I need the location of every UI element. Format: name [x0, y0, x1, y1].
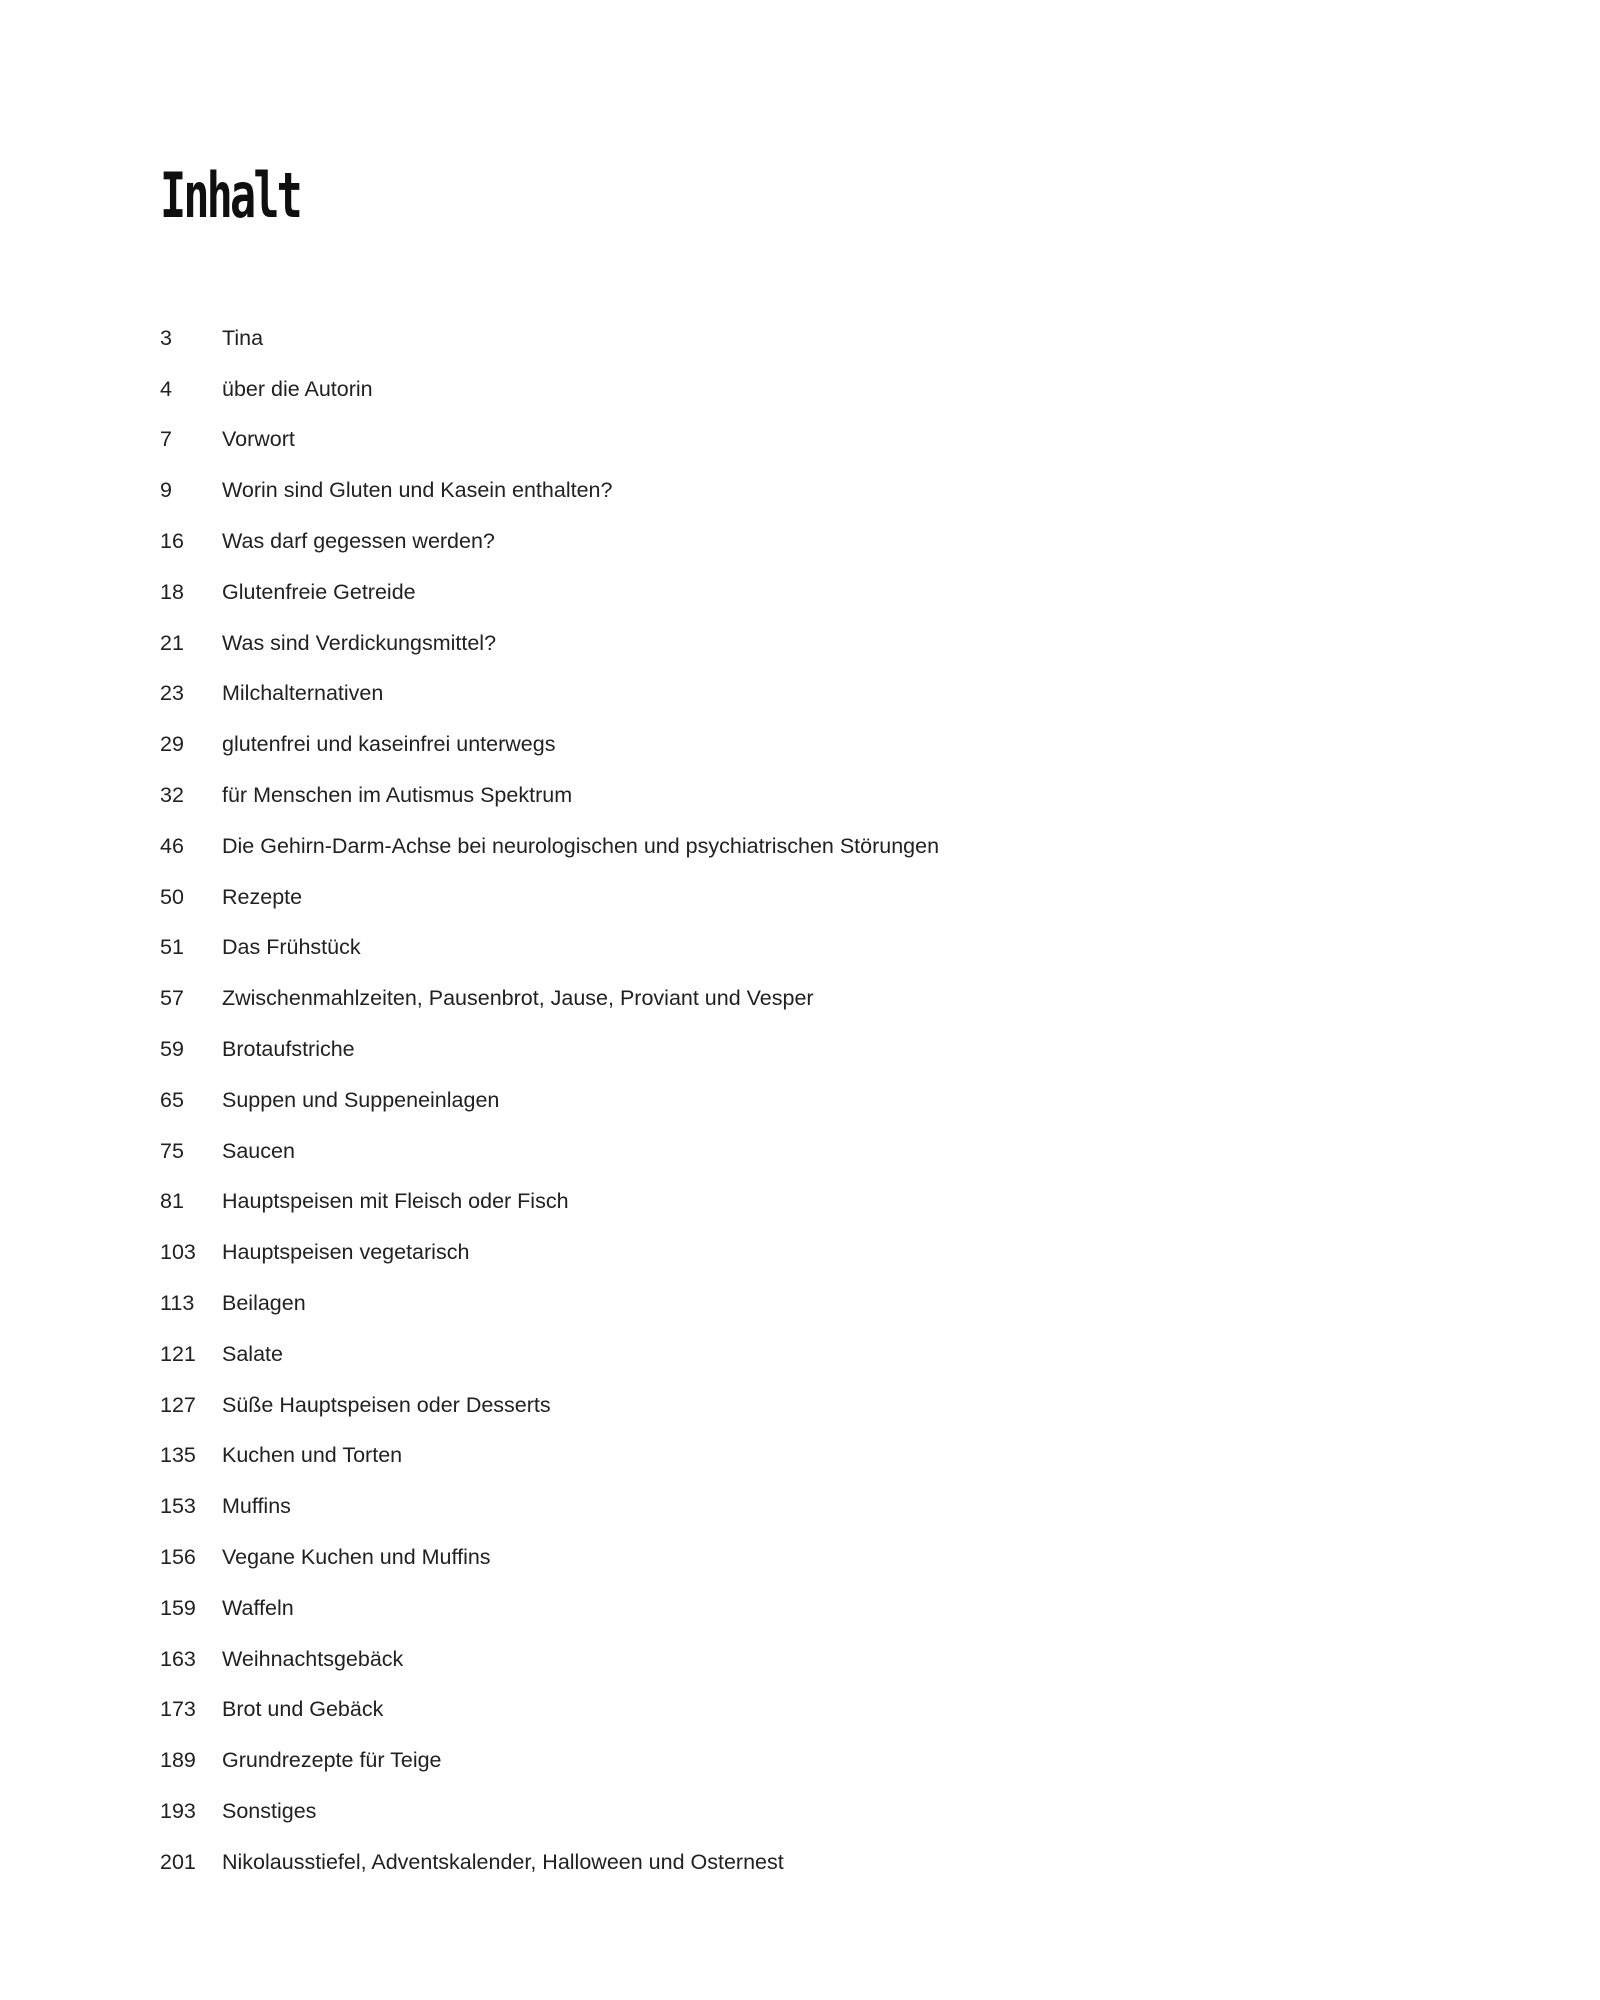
toc-row [160, 669, 939, 720]
toc-page-number: 29 [160, 732, 184, 757]
toc-row [160, 1481, 939, 1532]
toc-row [160, 1837, 939, 1888]
toc-page-number: 121 [160, 1341, 196, 1366]
toc-row [160, 567, 939, 618]
toc-page-number: 75 [160, 1138, 184, 1163]
toc-entry-label: Süße Hauptspeisen oder Desserts [222, 1392, 551, 1417]
toc-page-number: 21 [160, 630, 184, 655]
toc-entry-label: Saucen [222, 1138, 295, 1163]
toc-row [160, 719, 939, 770]
toc-page-number: 32 [160, 783, 184, 808]
toc-row [160, 1735, 939, 1786]
toc-entry-label: über die Autorin [222, 376, 373, 401]
toc-entry-label: Zwischenmahlzeiten, Pausenbrot, Jause, Proviant und Vesper [222, 986, 814, 1011]
toc-entry-label: Rezepte [222, 884, 303, 909]
toc-row [160, 1227, 939, 1278]
toc-page-number: 135 [160, 1443, 196, 1468]
toc-page-number: 3 [160, 325, 172, 350]
toc-page-number: 201 [160, 1849, 196, 1874]
toc-row [160, 415, 939, 466]
toc-row [160, 973, 939, 1024]
toc-row [160, 1634, 939, 1685]
toc-page-number: 189 [160, 1748, 196, 1773]
toc-row [160, 313, 939, 364]
toc-page-number: 46 [160, 833, 184, 858]
toc-row [160, 1329, 939, 1380]
toc-entry-label: Vorwort [222, 427, 295, 452]
toc-entry-label: Nikolausstiefel, Adventskalender, Halloween und Osternest [222, 1849, 784, 1874]
toc-page-number: 65 [160, 1087, 184, 1112]
toc-row [160, 770, 939, 821]
toc-page-number: 59 [160, 1037, 184, 1062]
toc-row [160, 1431, 939, 1482]
toc-page-number: 50 [160, 884, 184, 909]
toc-entry-label: Suppen und Suppeneinlagen [222, 1087, 500, 1112]
toc-entry-label: Das Frühstück [222, 935, 361, 960]
toc-page-number: 173 [160, 1697, 196, 1722]
toc-row [160, 516, 939, 567]
toc-page-number: 16 [160, 529, 184, 554]
toc-entry-label: Beilagen [222, 1291, 306, 1316]
table-of-contents [160, 313, 939, 1888]
toc-page-number: 9 [160, 478, 172, 503]
toc-row [160, 1024, 939, 1075]
toc-row [160, 1685, 939, 1736]
toc-row [160, 1786, 939, 1837]
toc-entry-label: Die Gehirn-Darm-Achse bei neurologischen und psychiatrischen Störungen [222, 833, 940, 858]
toc-page-number: 51 [160, 935, 184, 960]
toc-page-number: 156 [160, 1545, 196, 1570]
toc-row [160, 1278, 939, 1329]
toc-entry-label: Worin sind Gluten und Kasein enthalten? [222, 478, 613, 503]
toc-entry-label: Grundrezepte für Teige [222, 1748, 442, 1773]
toc-entry-label: Muffins [222, 1494, 291, 1519]
toc-row [160, 1177, 939, 1228]
toc-page-number: 193 [160, 1799, 196, 1823]
toc-row [160, 1583, 939, 1634]
toc-page-number: 103 [160, 1240, 196, 1265]
toc-row [160, 618, 939, 669]
toc-row [160, 364, 939, 415]
toc-page-number: 57 [160, 986, 184, 1011]
toc-row [160, 1075, 939, 1126]
toc-entry-label: Hauptspeisen vegetarisch [222, 1240, 470, 1265]
toc-entry-label: Tina [222, 325, 264, 350]
toc-entry-label: Brot und Gebäck [222, 1697, 384, 1722]
toc-entry-label: Glutenfreie Getreide [222, 579, 416, 604]
toc-row [160, 923, 939, 974]
toc-page-number: 81 [160, 1189, 184, 1214]
toc-entry-label: Was darf gegessen werden? [222, 529, 495, 554]
toc-entry-label: glutenfrei und kaseinfrei unterwegs [222, 732, 556, 757]
toc-entry-label: Salate [222, 1341, 283, 1366]
toc-entry-label: Hauptspeisen mit Fleisch oder Fisch [222, 1189, 569, 1214]
toc-entry-label: Was sind Verdickungsmittel? [222, 630, 497, 655]
toc-page-number: 113 [160, 1291, 195, 1316]
toc-entry-label: Milchalternativen [222, 681, 384, 706]
toc-entry-label: Sonstiges [222, 1799, 317, 1823]
toc-page-number: 127 [160, 1392, 196, 1417]
toc-page-number: 18 [160, 579, 184, 604]
toc-page-number: 159 [160, 1595, 196, 1620]
toc-row [160, 1380, 939, 1431]
toc-row [160, 465, 939, 516]
toc-entry-label: Vegane Kuchen und Muffins [222, 1545, 491, 1570]
toc-row [160, 1126, 939, 1177]
toc-page-number: 163 [160, 1646, 196, 1671]
page-title: Inhalt [160, 159, 300, 232]
toc-entry-label: Waffeln [222, 1595, 294, 1620]
toc-page-number: 23 [160, 681, 184, 706]
toc-entry-label: Weihnachtsgebäck [222, 1646, 404, 1671]
toc-entry-label: Brotaufstriche [222, 1037, 355, 1062]
toc-row [160, 872, 939, 923]
toc-page-number: 153 [160, 1494, 196, 1519]
toc-row [160, 1532, 939, 1583]
toc-entry-label: Kuchen und Torten [222, 1443, 403, 1468]
toc-entry-label: für Menschen im Autismus Spektrum [222, 783, 573, 808]
toc-page-number: 7 [160, 427, 172, 452]
toc-page-number: 4 [160, 376, 172, 401]
toc-row [160, 821, 939, 872]
